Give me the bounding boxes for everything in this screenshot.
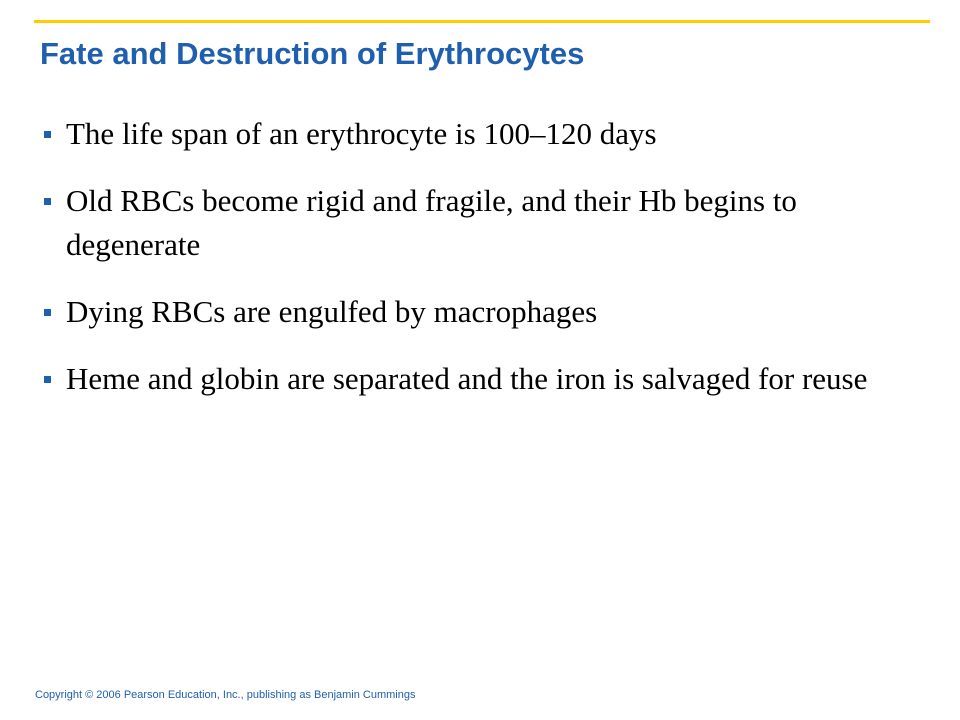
bullet-item	[40, 179, 900, 267]
bullet-text: Dying RBCs are engulfed by macrophages	[66, 294, 598, 329]
copyright-notice: Copyright © 2006 Pearson Education, Inc., publishing as Benjamin Cummings	[35, 689, 416, 701]
bullet-text: Old RBCs become rigid and fragile, and their Hb begins to degenerate	[66, 183, 797, 262]
bullet-list	[40, 112, 900, 424]
square-bullet-icon	[44, 309, 51, 316]
slide-title: Fate and Destruction of Erythrocytes	[40, 36, 585, 71]
square-bullet-icon	[44, 131, 51, 138]
title-rule	[34, 20, 930, 23]
bullet-text: The life span of an erythrocyte is 100–120 days	[66, 116, 657, 151]
bullet-item	[40, 112, 900, 156]
square-bullet-icon	[44, 376, 51, 383]
square-bullet-icon	[44, 198, 51, 205]
bullet-text: Heme and globin are separated and the iron is salvaged for reuse	[66, 361, 868, 396]
bullet-item	[40, 357, 900, 401]
bullet-item	[40, 290, 900, 334]
